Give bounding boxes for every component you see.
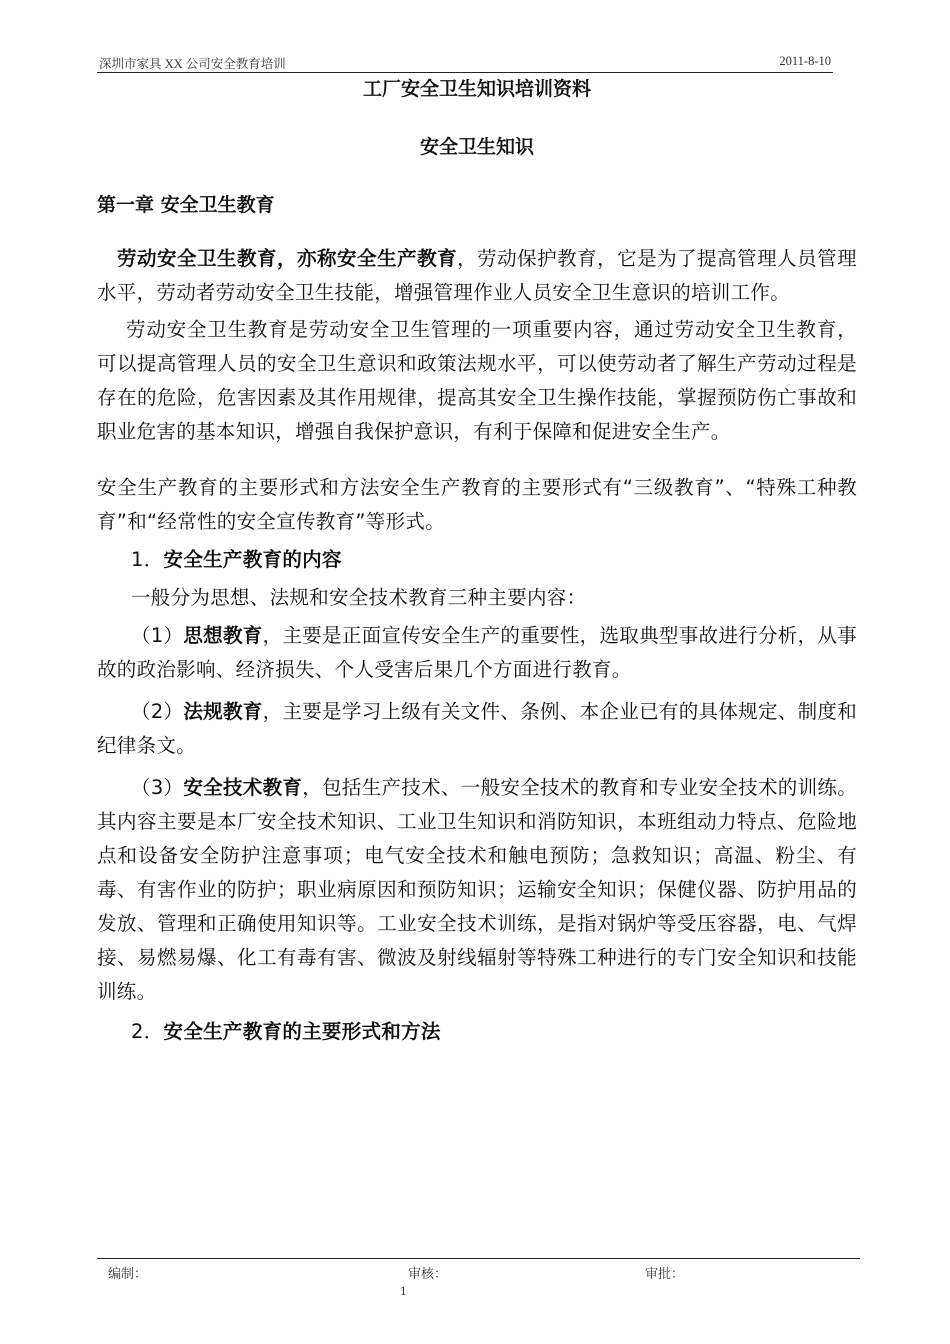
item-2-number: （2） [131, 700, 184, 723]
section-1-number: 1． [131, 548, 164, 571]
document-title: 工厂安全卫生知识培训资料 [362, 78, 591, 100]
section-2-title: 安全生产教育的主要形式和方法 [163, 1020, 441, 1043]
footer-compile-label: 编制： [108, 1266, 148, 1281]
item-2-title: 法规教育 [183, 700, 263, 723]
item-3-title: 安全技术教育 [183, 776, 303, 799]
section-1-heading [97, 543, 857, 577]
section-2-number: 2． [131, 1020, 164, 1043]
chapter-heading: 第一章 安全卫生教育 [97, 194, 275, 216]
item-3-text: ，包括生产技术、一般安全技术的教育和专业安全技术的训练。其内容主要是本厂安全技术知识、工业卫生知识和消防知识，本班组动力特点、危险地点和设备安全防护注意事项；电气安全技术和触电预防；急救知识；高温、粉尘、有毒、有害作业的防护；职业病原因和预防知识；运输安全知识；保健仪器、防护用品的发放、管理和正确使用知识等。工业安全技术训练，是指对锅炉等受压容器，电、气焊接、易燃易爆、化工有毒有害、微波及射线辐射等特殊工种进行的专门安全知识和技能训练。 [97, 776, 858, 1003]
page-number: 1 [400, 1283, 407, 1298]
footer-review-label: 审核： [408, 1266, 448, 1281]
item-1 [97, 619, 857, 687]
paragraph-1-text: ，劳动保护教育，它是为了提高管理人员管理水平，劳动者劳动安全卫生技能，增强管理作业人员安全卫生意识的培训工作。 [97, 247, 857, 304]
paragraph-2: 劳动安全卫生教育是劳动安全卫生管理的一项重要内容，通过劳动安全卫生教育，可以提高管理人员的安全卫生意识和政策法规水平，可以使劳动者了解生产劳动过程是存在的危险，危害因素及其作用规律，提高其安全卫生操作技能，掌握预防伤亡事故和职业危害的基本知识，增强自我保护意识，有利于保障和促进安全生产。 [97, 318, 857, 443]
paragraph-1-bold: 劳动安全卫生教育，亦称安全生产教育 [117, 247, 458, 270]
item-2 [97, 695, 857, 763]
paragraph-3: 安全生产教育的主要形式和方法安全生产教育的主要形式有“三级教育”、“特殊工种教育”和“经常性的安全宣传教育”等形式。 [97, 476, 857, 533]
document-subtitle: 安全卫生知识 [419, 136, 534, 158]
item-1-text: ，主要是正面宣传安全生产的重要性，选取典型事故进行分析，从事故的政治影响、经济损失、个人受害后果几个方面进行教育。 [97, 624, 858, 681]
section-1-title: 安全生产教育的内容 [163, 548, 342, 571]
header-company: 深圳市家具 XX 公司安全教育培训 [99, 57, 286, 71]
document-body [97, 72, 857, 1049]
paragraph-1 [97, 242, 857, 310]
footer-approve-label: 审批： [645, 1266, 685, 1281]
footer-divider [97, 1258, 860, 1259]
item-1-number: （1） [131, 624, 184, 647]
item-2-text: ，主要是学习上级有关文件、条例、本企业已有的具体规定、制度和纪律条文。 [97, 700, 858, 757]
item-3 [97, 771, 857, 1009]
section-2-heading [97, 1015, 857, 1049]
intro-line: 一般分为思想、法规和安全技术教育三种主要内容： [131, 586, 587, 609]
header-date: 2011-8-10 [779, 54, 831, 68]
item-3-number: （3） [131, 776, 184, 799]
item-1-title: 思想教育 [183, 624, 263, 647]
page-header [97, 52, 833, 73]
